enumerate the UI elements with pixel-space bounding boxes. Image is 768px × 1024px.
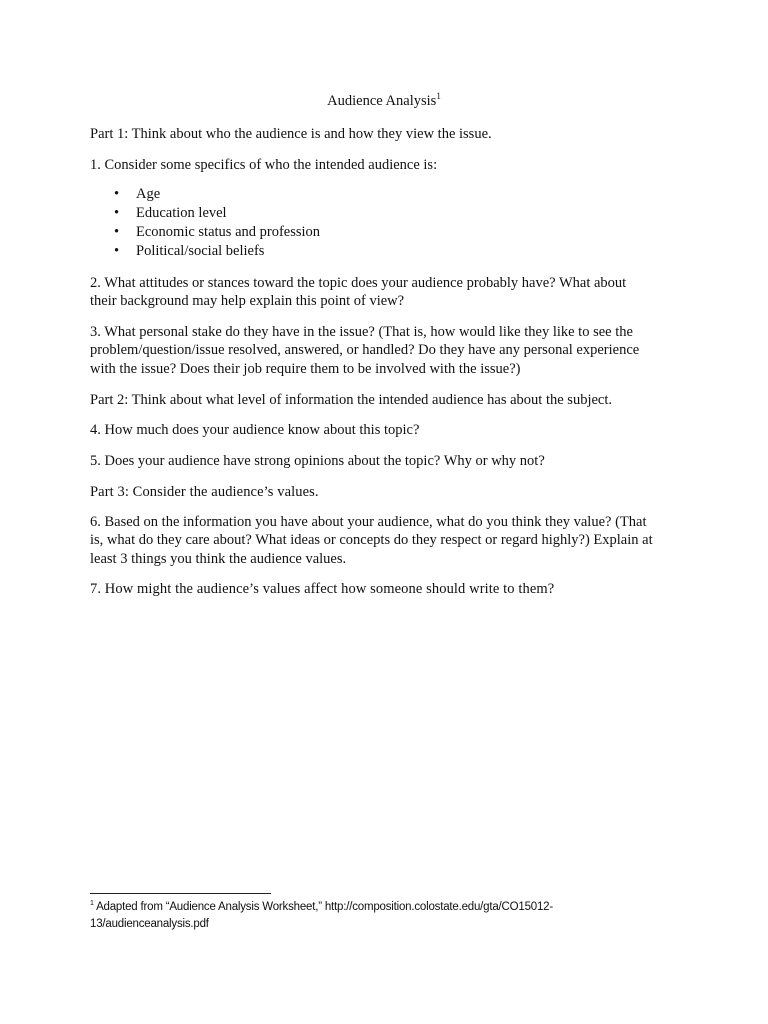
question-6-line: is, what do they care about? What ideas or concepts do they respect or regard highly?) Explain at — [90, 532, 653, 549]
question-6-line: least 3 things you think the audience values. — [90, 550, 347, 567]
question-3-line: problem/question/issue resolved, answered, or handled? Do they have any personal experience — [90, 342, 640, 359]
question-1: 1. Consider some specifics of who the intended audience is: — [90, 157, 438, 173]
list-item-text: Education level — [136, 205, 227, 221]
question-3-line: 3. What personal stake do they have in the issue? (That is, how would like they like to see the — [90, 324, 633, 340]
list-item — [90, 204, 320, 223]
footnote — [90, 899, 650, 933]
part2-heading: Part 2: Think about what level of information the intended audience has about the subject. — [90, 392, 612, 408]
question-6-line: 6. Based on the information you have about your audience, what do you think they value? (That — [90, 514, 647, 530]
question-7: 7. How might the audience’s values affect how someone should write to them? — [90, 581, 555, 597]
question-6 — [90, 513, 690, 568]
footnote-separator — [90, 893, 271, 894]
title-text: Audience Analysis — [327, 93, 437, 109]
list-item — [90, 223, 320, 242]
document-title — [0, 92, 768, 110]
footnote-mark: 1 — [90, 900, 94, 908]
audience-specifics-list — [90, 185, 320, 261]
question-2 — [90, 274, 690, 311]
list-item-text: Age — [136, 186, 161, 202]
question-4: 4. How much does your audience know about this topic? — [90, 422, 420, 438]
list-item — [90, 185, 320, 204]
question-2-line: their background may help explain this point of view? — [90, 293, 405, 310]
title-footnote-mark: 1 — [436, 91, 441, 102]
question-3 — [90, 323, 690, 378]
part3-heading: Part 3: Consider the audience’s values. — [90, 484, 319, 500]
bullet-icon: • — [114, 243, 120, 259]
question-3-line: with the issue? Does their job require them to be involved with the issue?) — [90, 360, 521, 377]
bullet-icon: • — [114, 205, 120, 221]
footnote-line — [90, 899, 650, 916]
question-5: 5. Does your audience have strong opinions about the topic? Why or why not? — [90, 453, 545, 469]
footnote-text: Adapted from “Audience Analysis Worksheet,” http://composition.colostate.edu/gta/CO15012- — [93, 901, 554, 913]
bullet-icon: • — [114, 186, 120, 202]
footnote-line: 13/audienceanalysis.pdf — [90, 918, 209, 930]
list-item-text: Political/social beliefs — [136, 243, 265, 259]
list-item — [90, 242, 320, 261]
question-2-line: 2. What attitudes or stances toward the topic does your audience probably have? What about — [90, 275, 627, 291]
part1-heading: Part 1: Think about who the audience is and how they view the issue. — [90, 126, 492, 142]
bullet-icon: • — [114, 224, 120, 240]
list-item-text: Economic status and profession — [136, 224, 321, 240]
